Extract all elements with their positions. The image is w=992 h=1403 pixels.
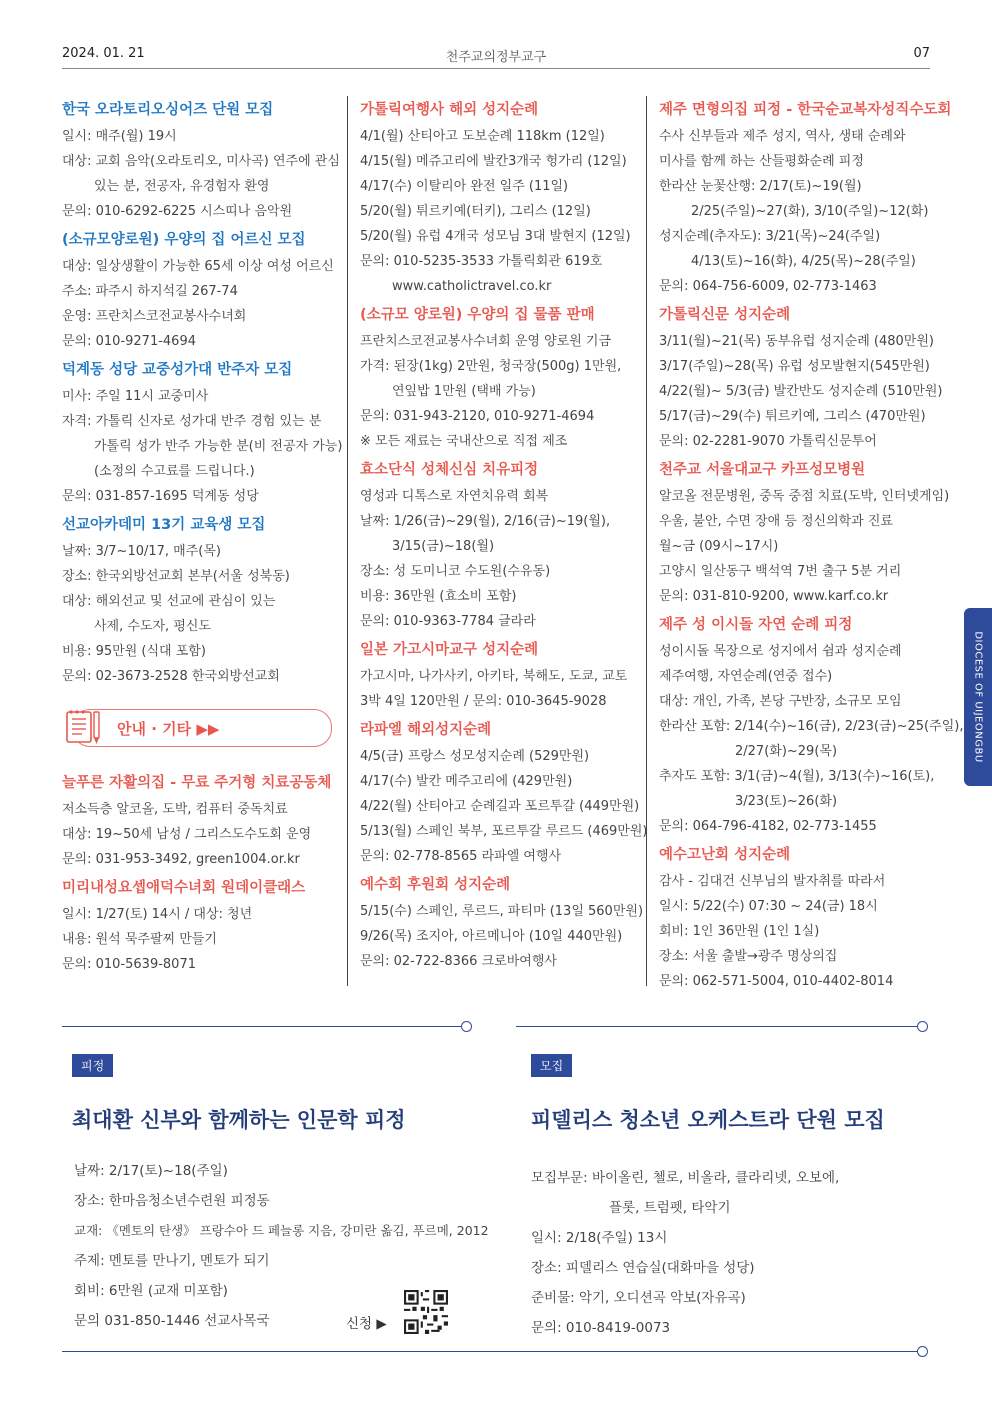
notice-line: 추자도 포함: 3/1(금)~4(월), 3/13(수)~16(토), <box>659 769 935 784</box>
detail-line: 문의 031-850-1446 선교사목국 <box>74 1313 270 1329</box>
notice-line: 5/15(수) 스페인, 루르드, 파티마 (13일 560만원) <box>360 904 644 919</box>
notice-line: 4/1(월) 산티아고 도보순례 118km (12일) <box>360 129 605 144</box>
divider-dot-icon <box>461 1021 472 1032</box>
notice-line: 문의: 010-5235-3533 가톨릭회관 619호 <box>360 254 603 269</box>
notice-line: 4/22(월) 산티아고 순례길과 포르투갈 (449만원) <box>360 799 640 814</box>
notice-line: 문의: 02-722-8366 크로바여행사 <box>360 954 557 969</box>
notice-line: 문의: 064-796-4182, 02-773-1455 <box>659 819 877 834</box>
section-divider <box>516 1026 922 1027</box>
notice-line: 대상: 교회 음악(오라토리오, 미사곡) 연주에 관심 <box>62 154 340 169</box>
notice-line: 3/23(토)~26(화) <box>735 794 838 809</box>
notice-title: 한국 오라토리오싱어즈 단원 모집 <box>62 102 274 118</box>
notice-line: 대상: 19~50세 남성 / 그리스도수도회 운영 <box>62 827 312 842</box>
notice-line: 일시: 5/22(수) 07:30 ~ 24(금) 18시 <box>659 899 878 914</box>
section-divider <box>62 1351 922 1352</box>
column-3 <box>659 94 964 994</box>
notice-title: 가톨릭신문 성지순례 <box>659 307 791 323</box>
retreat-title: 최대환 신부와 함께하는 인문학 피정 <box>72 1107 406 1132</box>
notice-line: 감사 - 김대건 신부님의 발자취를 따라서 <box>659 874 886 889</box>
notice-title: 제주 면형의집 피정 - 한국순교복자성직수도회 <box>659 102 952 118</box>
notice-line: 9/26(목) 조지아, 아르메니아 (10일 440만원) <box>360 929 623 944</box>
notice-line: 4/17(수) 이탈리아 완전 일주 (11일) <box>360 179 569 194</box>
notice-line: 일시: 1/27(토) 14시 / 대상: 청년 <box>62 907 253 922</box>
column-divider <box>646 96 647 986</box>
notice-title: 예수고난회 성지순례 <box>659 847 791 863</box>
notice-line: 성지순례(추자도): 3/21(목)~24(주일) <box>659 229 881 244</box>
notepad-pen-icon <box>61 704 107 750</box>
notice-title: (소규모양로원) 우양의 집 어르신 모집 <box>62 232 306 248</box>
notice-line: 문의: 02-2281-9070 가톨릭신문투어 <box>659 434 877 449</box>
notice-title: 늘푸른 자활의집 - 무료 주거형 치료공동체 <box>62 775 332 791</box>
divider-dot-icon <box>917 1021 928 1032</box>
notice-line: 한라산 포함: 2/14(수)~16(금), 2/23(금)~25(주일), <box>659 719 964 734</box>
detail-line: 일시: 2/18(주일) 13시 <box>531 1230 668 1246</box>
category-tag: 피정 <box>72 1054 113 1077</box>
notice-line: 사제, 수도자, 평신도 <box>94 619 211 634</box>
notice-line: 프란치스코전교봉사수녀회 운영 양로원 기금 <box>360 334 611 349</box>
diocese-side-tab <box>964 608 992 786</box>
notice-line: 날짜: 1/26(금)~29(월), 2/16(금)~19(월), <box>360 514 611 529</box>
column-1 <box>62 94 347 977</box>
info-banner <box>72 709 332 747</box>
notice-line: 한라산 눈꽃산행: 2/17(토)~19(월) <box>659 179 862 194</box>
page-header <box>62 44 930 69</box>
detail-line: 장소: 피델리스 연습실(대화마을 성당) <box>531 1260 755 1276</box>
notice-group-recruitment <box>62 100 347 689</box>
notice-title: 효소단식 성체신심 치유피정 <box>360 462 539 478</box>
notice-group-retreat <box>659 100 964 994</box>
notice-line: 3/17(주일)~28(목) 유럽 성모발현지(545만원) <box>659 359 930 374</box>
notice-line: 문의: 010-6292-6225 시스띠나 음악원 <box>62 204 293 219</box>
notice-title: (소규모 양로원) 우양의 집 물품 판매 <box>360 307 595 323</box>
notice-line: 일시: 매주(월) 19시 <box>62 129 177 144</box>
notice-line: 있는 분, 전공자, 유경험자 환영 <box>94 179 270 194</box>
notice-line: 운영: 프란치스코전교봉사수녀회 <box>62 309 247 324</box>
detail-line: 플롯, 트럼펫, 타악기 <box>609 1200 731 1216</box>
notice-line: 성이시돌 목장으로 성지에서 쉼과 성지순례 <box>659 644 902 659</box>
detail-line: 모집부문: 바이올린, 첼로, 비올라, 클라리넷, 오보에, <box>531 1170 840 1186</box>
notice-title: 제주 성 이시돌 자연 순례 피정 <box>659 617 853 633</box>
notice-line: (소정의 수고료를 드립니다.) <box>94 464 255 479</box>
notice-group-pilgrimage <box>360 100 648 974</box>
notice-title: 천주교 서울대교구 카프성모병원 <box>659 462 866 478</box>
notice-line: 문의: 031-943-2120, 010-9271-4694 <box>360 409 595 424</box>
notice-line: 3/11(월)~21(목) 동부유럽 성지순례 (480만원) <box>659 334 934 349</box>
issue-date: 2024. 01. 21 <box>62 46 145 61</box>
notice-line: 장소: 서울 출발→광주 명상의집 <box>659 949 838 964</box>
notice-line: 미사를 함께 하는 산들평화순례 피정 <box>659 154 864 169</box>
notice-line: 연잎밥 1만원 (택배 가능) <box>392 384 536 399</box>
notice-line: 수사 신부들과 제주 성지, 역사, 생태 순례와 <box>659 129 906 144</box>
detail-line: 교재: 《멘토의 탄생》 프랑수아 드 페늘롱 지음, 강미란 옮김, 푸르메, 2012 <box>74 1223 489 1238</box>
detail-line: 준비물: 악기, 오디션곡 악보(자유곡) <box>531 1290 746 1306</box>
notice-line: 가격: 된장(1kg) 2만원, 청국장(500g) 1만원, <box>360 359 622 374</box>
diocese-name: 천주교의정부교구 <box>445 50 547 65</box>
notice-line: 2/27(화)~29(목) <box>735 744 838 759</box>
notice-line: 우울, 불안, 수면 장애 등 정신의학과 진료 <box>659 514 893 529</box>
notice-line: 장소: 한국외방선교회 본부(서울 성북동) <box>62 569 290 584</box>
detail-line: 주제: 멘토를 만나기, 멘토가 되기 <box>74 1253 270 1269</box>
notice-line: 문의: 02-3673-2528 한국외방선교회 <box>62 669 280 684</box>
notice-line: 문의: 010-5639-8071 <box>62 957 196 972</box>
notice-line: 월~금 (09시~17시) <box>659 539 779 554</box>
notice-title: 미리내성요셉애덕수녀회 원데이클래스 <box>62 880 306 896</box>
notice-line: 회비: 1인 36만원 (1인 1실) <box>659 924 820 939</box>
detail-line: 문의: 010-8419-0073 <box>531 1320 671 1336</box>
notice-title: 일본 가고시마교구 성지순례 <box>360 642 539 658</box>
notice-line: 저소득층 알코올, 도박, 컴퓨터 중독치료 <box>62 802 288 817</box>
orchestra-title: 피델리스 청소년 오케스트라 단원 모집 <box>531 1107 885 1132</box>
notice-line: 내용: 원석 묵주팔찌 만들기 <box>62 932 217 947</box>
notice-title: 덕계동 성당 교중성가대 반주자 모집 <box>62 362 293 378</box>
notice-line: 문의: 010-9271-4694 <box>62 334 196 349</box>
notice-line: 3/15(금)~18(월) <box>392 539 495 554</box>
apply-link[interactable]: 신청 ▶ <box>346 1316 387 1332</box>
column-2 <box>360 94 648 974</box>
notice-line: 대상: 일상생활이 가능한 65세 이상 여성 어르신 <box>62 259 334 274</box>
notice-line: 문의: 031-810-9200, www.karf.co.kr <box>659 589 889 604</box>
notice-line: 가톨릭 성가 반주 가능한 분(비 전공자 가능) <box>94 439 343 454</box>
notice-line: 영성과 디톡스로 자연치유력 회복 <box>360 489 549 504</box>
notice-line: 5/20(월) 튀르키예(터키), 그리스 (12일) <box>360 204 591 219</box>
notice-line: 문의: 031-953-3492, green1004.or.kr <box>62 852 300 867</box>
notice-line: 문의: 010-9363-7784 글라라 <box>360 614 536 629</box>
notice-line: 미사: 주일 11시 교중미사 <box>62 389 209 404</box>
notice-line: 5/17(금)~29(수) 튀르키예, 그리스 (470만원) <box>659 409 926 424</box>
section-divider <box>62 1026 466 1027</box>
notice-line: 문의: 031-857-1695 덕계동 성당 <box>62 489 259 504</box>
notice-line: 대상: 해외선교 및 선교에 관심이 있는 <box>62 594 276 609</box>
notice-line: 장소: 성 도미니코 수도원(수유동) <box>360 564 551 579</box>
notice-line: 5/20(월) 유럽 4개국 성모님 3대 발현지 (12일) <box>360 229 631 244</box>
orchestra-details <box>531 1163 921 1343</box>
detail-line: 장소: 한마음청소년수련원 피정동 <box>74 1193 270 1209</box>
detail-line: 날짜: 2/17(토)~18(주일) <box>74 1163 228 1179</box>
notice-line: 대상: 개인, 가족, 본당 구반장, 소규모 모임 <box>659 694 902 709</box>
notice-line: 날짜: 3/7~10/17, 매주(목) <box>62 544 221 559</box>
qr-code-icon[interactable] <box>404 1290 448 1334</box>
notice-line: 4/17(수) 발칸 메주고리에 (429만원) <box>360 774 573 789</box>
notice-line: 3박 4일 120만원 / 문의: 010-3645-9028 <box>360 694 607 709</box>
notice-group-info <box>62 773 347 977</box>
notice-line: 2/25(주일)~27(화), 3/10(주일)~12(화) <box>691 204 929 219</box>
notice-line: 문의: 02-778-8565 라파엘 여행사 <box>360 849 562 864</box>
notice-line: 4/15(월) 메쥬고리에 발칸3개국 헝가리 (12일) <box>360 154 627 169</box>
notice-line: 4/22(월)~ 5/3(금) 발칸반도 성지순례 (510만원) <box>659 384 943 399</box>
detail-line: 회비: 6만원 (교재 미포함) <box>74 1283 228 1299</box>
notice-line: 자격: 가톨릭 신자로 성가대 반주 경험 있는 분 <box>62 414 322 429</box>
notice-title: 라파엘 해외성지순례 <box>360 722 492 738</box>
notice-title: 예수회 후원회 성지순례 <box>360 877 511 893</box>
notice-line: 문의: 062-571-5004, 010-4402-8014 <box>659 974 894 989</box>
notice-title: 가톨릭여행사 해외 성지순례 <box>360 102 539 118</box>
notice-line: 4/13(토)~16(화), 4/25(목)~28(주일) <box>691 254 916 269</box>
notice-line: 제주여행, 자연순례(연중 접수) <box>659 669 833 684</box>
retreat-details <box>74 1156 489 1336</box>
info-banner-label: 안내 · 기타 ▶▶ <box>117 720 220 738</box>
notice-line: 문의: 064-756-6009, 02-773-1463 <box>659 279 877 294</box>
column-divider <box>347 96 348 986</box>
notice-line: 비용: 36만원 (효소비 포함) <box>360 589 517 604</box>
notice-line: 5/13(월) 스페인 북부, 포르투갈 루르드 (469만원) <box>360 824 648 839</box>
notice-line: 가고시마, 나가사키, 아키타, 북해도, 도쿄, 교토 <box>360 669 628 684</box>
notice-title: 선교아카데미 13기 교육생 모집 <box>62 517 266 533</box>
side-tab-label: DIOCESE OF UIJEONGBU <box>972 631 984 763</box>
notice-line: 고양시 일산동구 백석역 7번 출구 5분 거리 <box>659 564 902 579</box>
notice-line: www.catholictravel.co.kr <box>392 279 552 294</box>
notice-line: 주소: 파주시 하지석길 267-74 <box>62 284 238 299</box>
category-tag: 모집 <box>531 1054 572 1077</box>
notice-line: ※ 모든 재료는 국내산으로 직접 제조 <box>360 434 568 449</box>
divider-dot-icon <box>917 1346 928 1357</box>
notice-line: 알코올 전문병원, 중독 중점 치료(도박, 인터넷게임) <box>659 489 950 504</box>
notice-line: 4/5(금) 프랑스 성모성지순례 (529만원) <box>360 749 590 764</box>
notice-line: 비용: 95만원 (식대 포함) <box>62 644 206 659</box>
page-number: 07 <box>913 46 930 61</box>
